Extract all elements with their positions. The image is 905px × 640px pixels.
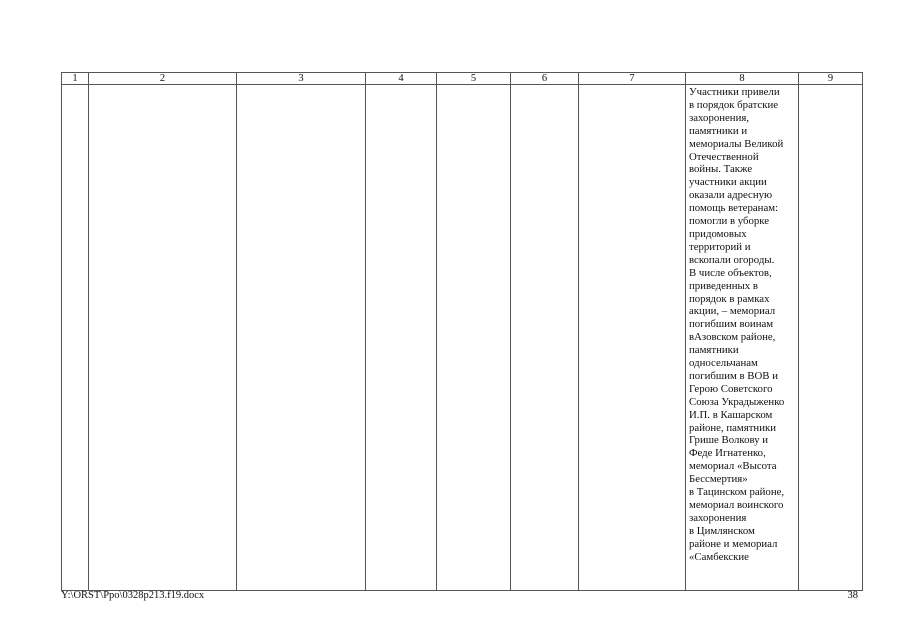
table-cell-7 xyxy=(579,85,686,591)
report-table xyxy=(61,72,863,591)
text-line: мемориал воинского xyxy=(689,499,784,511)
table-cell-3 xyxy=(237,85,366,591)
text-line: районе, памятники xyxy=(689,421,777,434)
text-line: порядок в рамках xyxy=(689,292,770,305)
column-header-5: 5 xyxy=(437,73,511,85)
text-line: «Самбекские xyxy=(689,550,749,563)
text-line: памятники xyxy=(689,344,739,357)
text-line: И.П. в Кашарском xyxy=(689,408,773,421)
text-line: Отечественной xyxy=(689,150,759,163)
text-line: Феде Игнатенко, xyxy=(689,447,766,460)
text-line: захоронения, xyxy=(689,111,750,124)
column-header-7: 7 xyxy=(579,73,686,85)
text-line: Грише Волкову и xyxy=(689,434,769,447)
table-row xyxy=(62,85,863,591)
column-header-3: 3 xyxy=(237,73,366,85)
table-cell-8 xyxy=(686,85,799,591)
text-line: вскопали огороды. xyxy=(689,253,775,266)
table-cell-5 xyxy=(437,85,511,591)
text-line: в Тацинском районе, xyxy=(689,486,785,499)
text-line: районе и мемориал xyxy=(689,537,778,550)
column-header-9: 9 xyxy=(799,73,863,85)
text-line: погибшим воинам xyxy=(689,318,774,331)
text-line: мемориал «Высота xyxy=(689,460,777,473)
column-header-4: 4 xyxy=(366,73,437,85)
column-header-2: 2 xyxy=(89,73,237,85)
footer-file-path: Y:\ORST\Ppo\0328p213.f19.docx xyxy=(61,590,205,601)
column-8-text xyxy=(689,86,795,564)
text-line: Союза Украдыженко xyxy=(689,395,785,408)
text-line: оказали адресную xyxy=(689,189,773,202)
column-header-1: 1 xyxy=(62,73,89,85)
column-header-8: 8 xyxy=(686,73,799,85)
text-line: погибшим в ВОВ и xyxy=(689,369,778,382)
text-line: в порядок братские xyxy=(689,98,779,111)
text-line: Участники привели xyxy=(689,86,780,98)
text-line: мемориалы Великой xyxy=(689,137,784,150)
table-cell-2 xyxy=(89,85,237,591)
text-line: в Цимлянском xyxy=(689,524,755,537)
text-line: акции, – мемориал xyxy=(689,305,776,318)
text-line: территорий и xyxy=(689,240,751,253)
text-line: В числе объектов, xyxy=(689,266,772,279)
footer-page-number: 38 xyxy=(847,590,858,601)
table-header-row xyxy=(62,73,863,85)
text-line: участники акции xyxy=(689,176,767,189)
text-line: захоронения xyxy=(689,511,747,524)
table-cell-9 xyxy=(799,85,863,591)
table-cell-6 xyxy=(511,85,579,591)
text-line: приведенных в xyxy=(689,279,758,292)
text-line: Бессмертия» xyxy=(689,473,748,486)
text-line: Герою Советского xyxy=(689,382,773,395)
text-line: вАзовском районе, xyxy=(689,331,776,344)
text-line: помогли в уборке xyxy=(689,215,770,228)
text-line: помощь ветеранам: xyxy=(689,202,779,215)
column-header-6: 6 xyxy=(511,73,579,85)
text-line: памятники и xyxy=(689,124,748,137)
table-cell-1 xyxy=(62,85,89,591)
text-line: придомовых xyxy=(689,227,747,240)
text-line: односельчанам xyxy=(689,357,758,370)
table-cell-4 xyxy=(366,85,437,591)
text-line: войны. Также xyxy=(689,163,753,176)
